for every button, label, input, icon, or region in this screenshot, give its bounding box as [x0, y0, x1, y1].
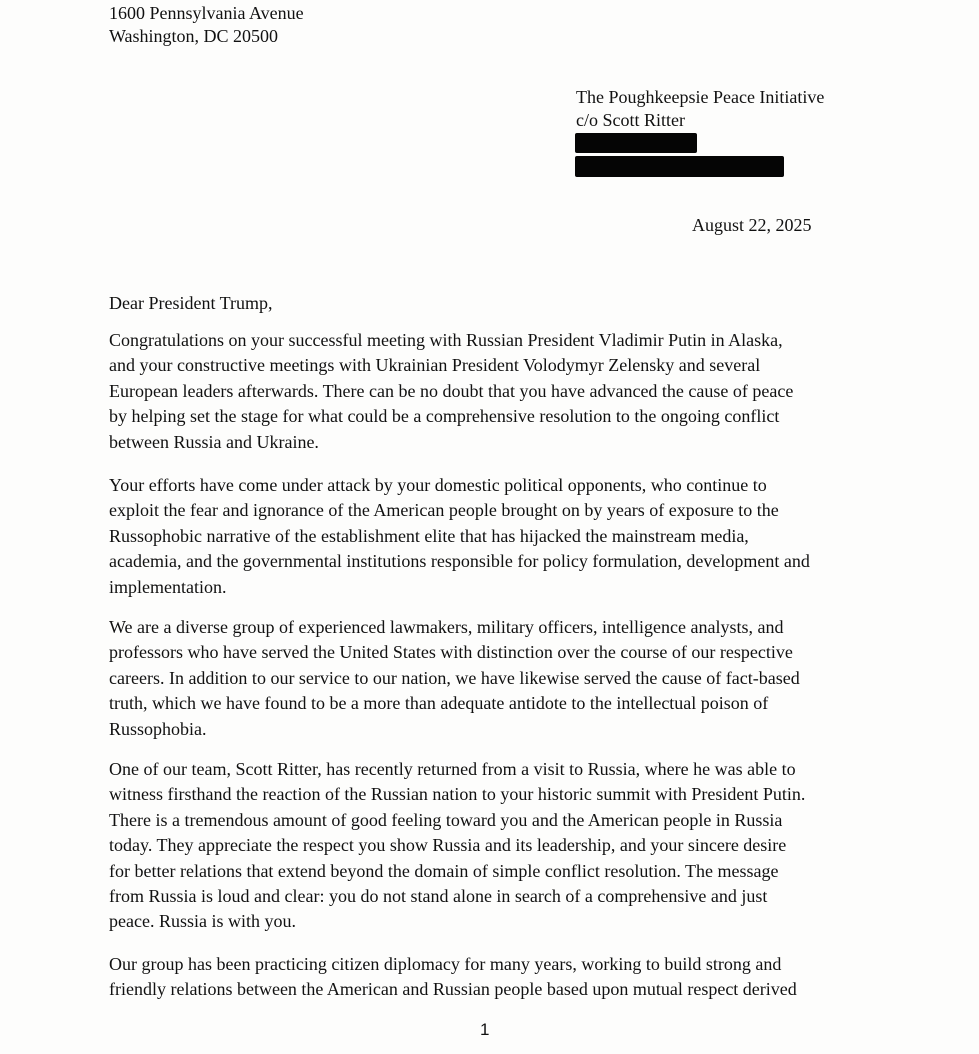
paragraph-line: Congratulations on your successful meeting with Russian President Vladimir Putin in Alaska, [109, 330, 783, 350]
paragraph-line: friendly relations between the American and Russian people based upon mutual respect derived [109, 979, 797, 1000]
sender-street: 1600 Pennsylvania Avenue [109, 3, 304, 23]
paragraph-1 [109, 328, 793, 455]
paragraph-line: for better relations that extend beyond the domain of simple conflict resolution. The message [109, 860, 779, 881]
recipient-org: The Poughkeepsie Peace Initiative [576, 87, 825, 107]
recipient-block [576, 86, 824, 132]
paragraph-line: professors who have served the United States with distinction over the course of our respective [109, 642, 793, 663]
letter-date: August 22, 2025 [692, 215, 812, 235]
paragraph-line: Our group has been practicing citizen diplomacy for many years, working to build strong and [109, 954, 782, 974]
paragraph-line: Russophobia. [109, 718, 207, 739]
paragraph-line: We are a diverse group of experienced lawmakers, military officers, intelligence analysts, and [109, 617, 784, 637]
redaction-bar-1 [575, 133, 697, 153]
paragraph-line: by helping set the stage for what could be a comprehensive resolution to the ongoing conflict [109, 406, 780, 427]
paragraph-2 [109, 473, 810, 600]
paragraph-line: and your constructive meetings with Ukrainian President Volodymyr Zelensky and several [109, 355, 761, 376]
paragraph-line: truth, which we have found to be a more than adequate antidote to the intellectual poison of [109, 693, 769, 714]
paragraph-line: There is a tremendous amount of good feeling toward you and the American people in Russia [109, 809, 783, 830]
recipient-attention: c/o Scott Ritter [576, 110, 685, 130]
paragraph-line: exploit the fear and ignorance of the American people brought on by years of exposure to the [109, 500, 779, 521]
salutation: Dear President Trump, [109, 293, 273, 313]
paragraph-4 [109, 757, 805, 935]
paragraph-3 [109, 615, 800, 742]
paragraph-line: from Russia is loud and clear: you do not stand alone in search of a comprehensive and just [109, 886, 768, 907]
paragraph-line: peace. Russia is with you. [109, 911, 296, 932]
sender-city-line: Washington, DC 20500 [109, 26, 279, 46]
paragraph-line: careers. In addition to our service to our nation, we have likewise served the cause of fact-based [109, 667, 800, 688]
paragraph-line: European leaders afterwards. There can be no doubt that you have advanced the cause of peace [109, 380, 794, 401]
redaction-bar-2 [575, 156, 784, 177]
paragraph-line: academia, and the governmental institutions responsible for policy formulation, development and [109, 551, 810, 572]
paragraph-line: implementation. [109, 576, 227, 597]
page-number: 1 [480, 1020, 490, 1039]
paragraph-line: between Russia and Ukraine. [109, 431, 319, 452]
paragraph-line: One of our team, Scott Ritter, has recently returned from a visit to Russia, where he was able to [109, 759, 796, 779]
paragraph-5 [109, 952, 797, 1003]
paragraph-line: Russophobic narrative of the establishment elite that has hijacked the mainstream media, [109, 525, 749, 546]
paragraph-line: Your efforts have come under attack by your domestic political opponents, who continue to [109, 475, 767, 495]
paragraph-line: today. They appreciate the respect you show Russia and its leadership, and your sincere desire [109, 835, 787, 856]
paragraph-line: witness firsthand the reaction of the Russian nation to your historic summit with President Putin. [109, 784, 806, 805]
